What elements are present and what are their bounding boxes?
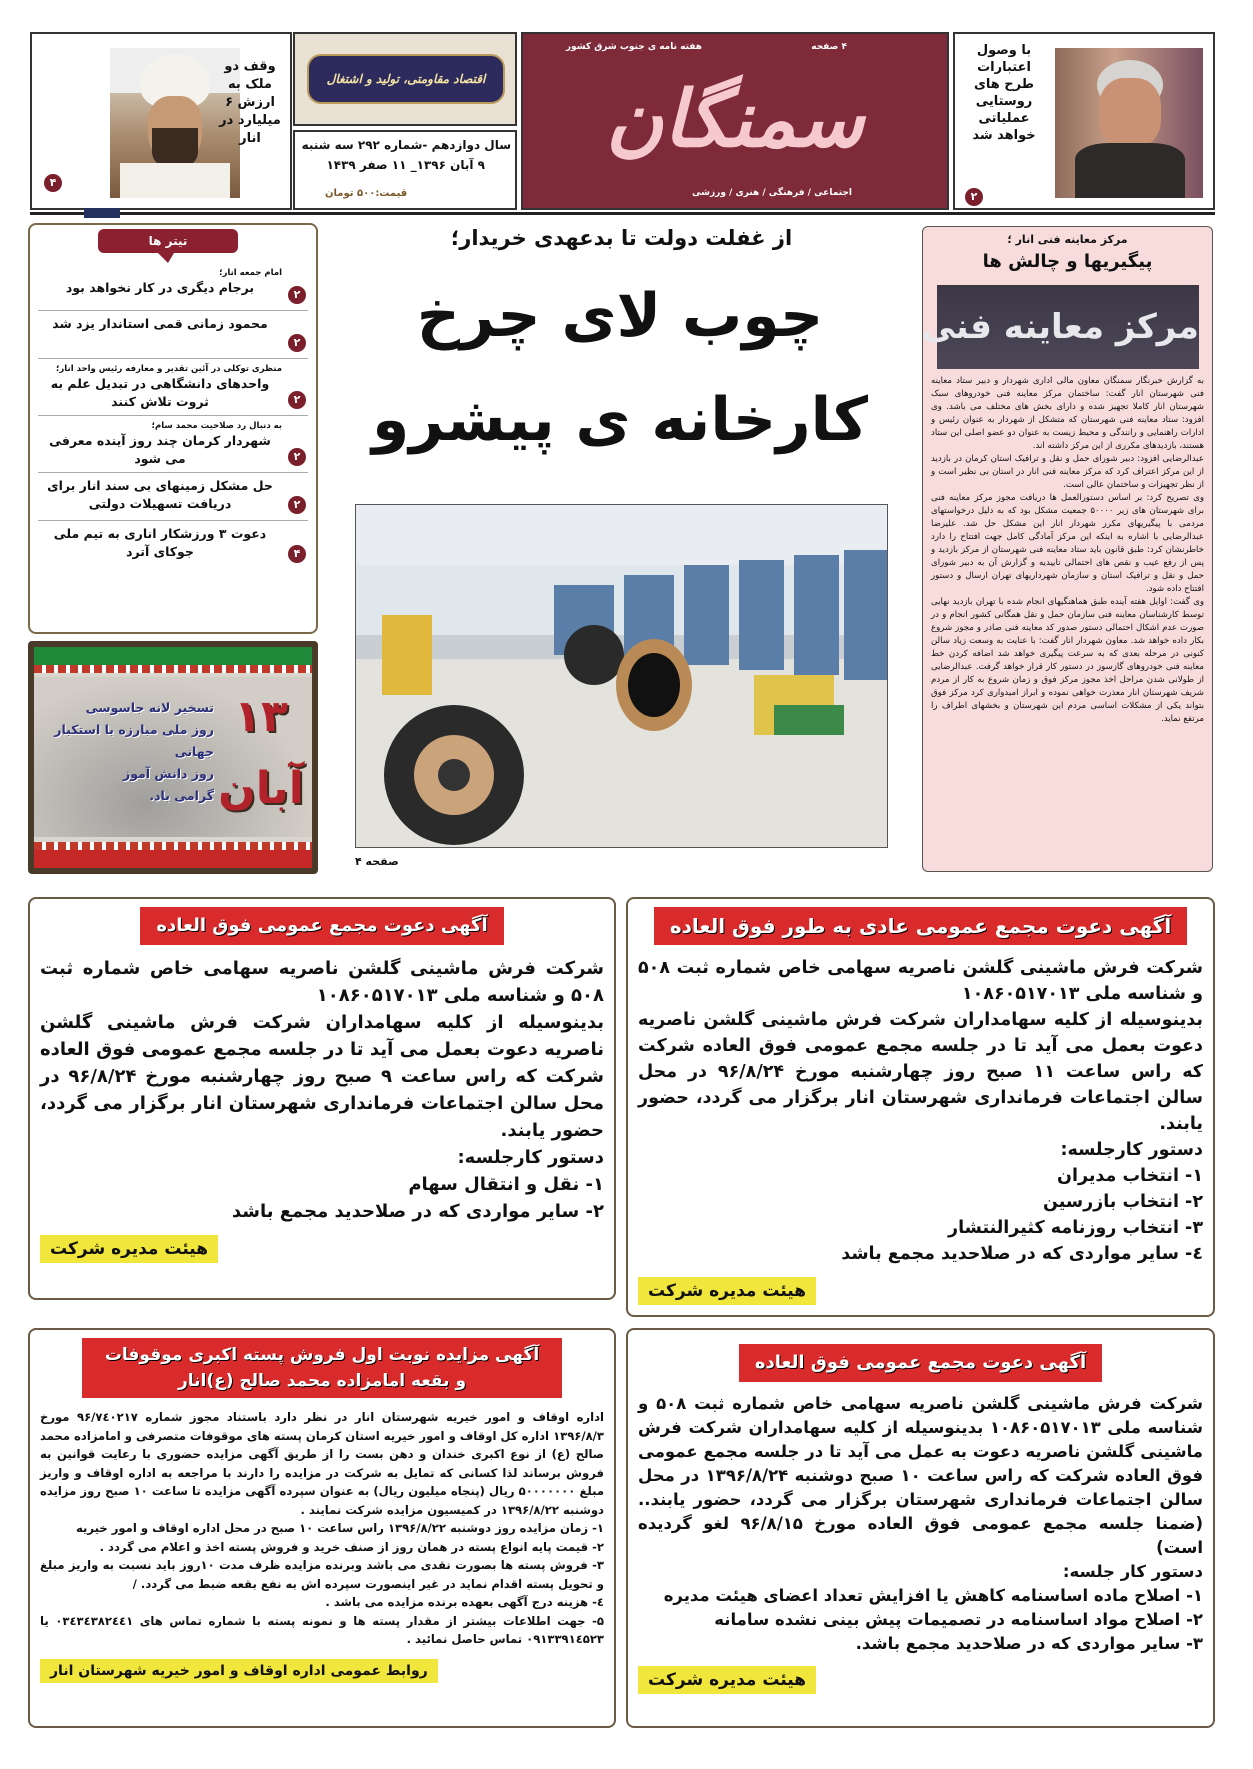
issue-info-box	[293, 130, 517, 210]
ad-line: ۳- فروش پسته ها بصورت نقدی می باشد وبرنده مزایده ظرف مدت ۱۰روز باید نسبت به واریز مبلغ و تحویل پسته اقدام نماید در غیر اینصورت سپرده اش به نفع بقعه ضبط می گردد. /	[40, 1558, 604, 1591]
ad-pistachio-auction	[28, 1328, 616, 1728]
lead-kicker: از غفلت دولت تا بدعهدی خریدار؛	[450, 226, 793, 250]
titles-header: تیتر ها	[98, 229, 238, 253]
headline-title: دعوت ۳ ورزشکار اناری به تیم ملی جوکای آترد	[53, 526, 267, 559]
ad-line: دستور کارجلسه:	[1060, 1140, 1203, 1160]
headline-item[interactable]	[38, 359, 308, 416]
inspection-kicker: مرکز معاینه فنی انار ؛	[1007, 233, 1128, 246]
page-badge: ۲	[288, 391, 306, 409]
headline-title: محمود زمانی قمی استاندار یزد شد	[52, 316, 268, 331]
headline-item[interactable]	[38, 311, 308, 359]
page-badge: ۲	[288, 286, 306, 304]
ad-line: شرکت فرش ماشینی گلشن ناصریه سهامی خاص شماره ثبت ۵۰۸ و شناسه ملی ۱۰۸۶۰۵۱۷۰۱۳	[40, 958, 604, 1006]
ad-title: آگهی مزایده نوبت اول فروش پسته اکبری موقوفات و بقعه امامزاده محمد صالح (ع)انار	[82, 1338, 562, 1398]
headline-item[interactable]	[38, 416, 308, 473]
headline-kicker: به دنبال رد صلاحیت محمد سام؛	[151, 421, 282, 431]
ad-line: ۲- اصلاح مواد اساسنامه در تصمیمات پیش بینی نشده سامانه	[714, 1610, 1203, 1629]
ad-line: شرکت فرش ماشینی گلشن ناصریه سهامی خاص شماره ثبت ۵۰۸ و شناسه ملی ۱۰۸۶۰۵۱۷۰۱۳ بدینوسیله از کلیه سهامداران شرکت فرش ماشینی گلشن ناصریه دعوت به عمل می آید تا در جلسه مجمع عمومی فوق العاده شرکت که راس ساعت ۱۰ صبح دوشنبه ۱۳۹۶/۸/۲۴ در محل سالن اجتماعات فرمانداری شهرستان برگزار می گردد، حضور یابند..(ضمنا جلسه مجمع عمومی فوق العاده مورخ ۹۶/۸/۱۵ لغو گردیده است)	[638, 1394, 1204, 1557]
economy-banner	[293, 32, 517, 126]
aban-big-title: ۱۳ آبان	[218, 691, 304, 814]
ad-line: ۱- انتخاب مدیران	[1057, 1166, 1203, 1186]
headline-title: شهردار کرمان چند روز آینده معرفی می شود	[49, 433, 271, 466]
aban-line: تسخیر لانه جاسوسی	[85, 700, 214, 715]
issue-price: قیمت:۵۰۰ تومان	[325, 188, 408, 199]
ad-title: آگهی دعوت مجمع عمومی فوق العاده	[140, 907, 503, 945]
teaser-right-text: با وصول اعتبارات طرح های روستایی عملیاتی خواهد شد	[972, 43, 1036, 143]
headline-item[interactable]	[38, 473, 308, 521]
ad-title: آگهی دعوت مجمع عمومی فوق العاده	[739, 1344, 1102, 1382]
factory-cable-photo	[355, 504, 888, 848]
ad-line: اداره اوقاف و امور خیریه شهرستان انار در نظر دارد باستناد مجوز شماره ۹۶/۷٤۰۲۱۷ مورخ ۱۳۹۶/۸/۳ اداره کل اوقاف و امور خیریه استان کرمان پسته های موقوفات متصرفی و امامزاده محمد صالح (ع) از نوع اکبری خندان و دهن بست را از طریق آگهی مزایده حضوری با رعایت قوانین به فروش برساند لذا کسانی که تمایل به شرکت در مزایده را دارند با مراجعه به اداره اوقاف و واریز مبلغ ۵۰۰۰۰۰۰۰ ریال (پنجاه میلیون ریال) به عنوان سپرده آگهی مزایده تا ساعت ۱۰ صبح روز مزایده دوشنبه ۱۳۹۶/۸/۲۲ در کمیسیون مزایده شرکت نمایند .	[40, 1410, 605, 1517]
masthead-divider	[30, 212, 1215, 215]
aban-banner	[28, 641, 318, 874]
ad-line: ۱- اصلاح ماده اساسنامه کاهش یا افزایش تعداد اعضای هیئت مدیره	[663, 1586, 1203, 1605]
ad-title: آگهی دعوت مجمع عمومی عادی به طور فوق العاده	[654, 907, 1187, 945]
page-badge: ۲	[288, 496, 306, 514]
page-badge: ۲	[965, 188, 983, 206]
ad-ordinary-meeting	[626, 897, 1215, 1317]
headline-title: واحدهای دانشگاهی در تبدیل علم به ثروت تلاش کنند	[50, 376, 270, 409]
ad-line: ۱- نقل و انتقال سهام	[408, 1174, 604, 1195]
lead-headline-1: چوب لای چرخ	[416, 281, 824, 351]
headline-title: برجام دیگری در کار نخواهد بود	[65, 280, 255, 295]
page-badge: ۴	[44, 174, 62, 192]
headline-kicker: منظری توکلی در آئین تقدیر و معارفه رئیس واحد انار؛	[56, 364, 282, 374]
masthead	[521, 32, 949, 210]
divider-accent	[84, 208, 120, 218]
headline-kicker: امام جمعه انار؛	[219, 268, 282, 278]
ad-line: ٤- سایر مواردی که در صلاحدید مجمع باشد	[841, 1244, 1203, 1264]
masthead-sections: اجتماعی / فرهنگی / هنری / ورزشی	[692, 188, 852, 198]
teaser-left-box[interactable]	[30, 32, 292, 210]
ad-line: ۲- سایر مواردی که در صلاحدید مجمع باشد	[231, 1201, 604, 1222]
ad-signature: روابط عمومی اداره اوقاف و امور خیریه شهرستان انار	[40, 1659, 438, 1683]
ad-line: شرکت فرش ماشینی گلشن ناصریه سهامی خاص شماره ثبت ۵۰۸ و شناسه ملی ۱۰۸۶۰۵۱۷۰۱۳	[638, 958, 1203, 1004]
ad-extraordinary-meeting-2	[626, 1328, 1215, 1728]
masthead-pages: ۴ صفحه	[811, 42, 847, 52]
masthead-tagline: هفته نامه ی جنوب شرق کشور	[565, 42, 702, 52]
ad-line: ۳- سایر مواردی که در صلاحدید مجمع باشد.	[855, 1634, 1203, 1653]
teaser-left-text: وقف دو ملک به ارزش ۶ میلیارد در انار	[219, 59, 281, 146]
ad-line: ٤- هزینه درج آگهی بعهده برنده مزایده می باشد .	[325, 1595, 604, 1609]
ad-line: ۲- قیمت پایه انواع پسته در همان روز از صنف خرید و فروش پسته اخذ و اعلام می گردد .	[99, 1539, 604, 1554]
aban-line: گرامی باد.	[149, 788, 214, 803]
banner-plaque: اقتصاد مقاومتی، تولید و اشتغال	[307, 54, 505, 104]
ad-signature: هیئت مدیره شرکت	[638, 1277, 816, 1305]
masthead-title: سمنگان	[605, 74, 865, 165]
ad-extraordinary-meeting-1	[28, 897, 616, 1300]
headline-item[interactable]	[38, 521, 308, 569]
ad-line: ۵- جهت اطلاعات بیشتر از مقدار پسته ها و نمونه پسته با شماره تماس های ۰۳٤۳٤۳۸۲٤٤۱ یا ۰۹۱۳۳۹۱٤۵۲۳ تماس حاصل نمائید .	[40, 1613, 604, 1646]
ad-line: ۱- زمان مزایده روز دوشنبه ۱۳۹۶/۸/۲۲ راس ساعت ۱۰ صبح در محل اداره اوقاف و امور خیریه	[75, 1521, 604, 1535]
titles-header-pointer	[158, 253, 174, 263]
ad-line: ۲- انتخاب بازرسین	[1042, 1192, 1203, 1212]
aban-line: روز دانش آموز	[123, 766, 214, 781]
ad-line: بدینوسیله از کلیه سهامداران شرکت فرش ماشینی گلشن ناصریه دعوت بعمل می آید تا در جلسه مجمع عمومی فوق العاده شرکت که راس ساعت ۱۱ صبح روز چهارشنبه مورخ ۹۶/۸/۲۴ در محل سالن اجتماعات فرمانداری شهرستان انار برگزار می گردد، حضور یابند.	[638, 1010, 1203, 1134]
ad-line: ۳- انتخاب روزنامه کثیرالنتشار	[948, 1218, 1203, 1238]
article-paragraph: وی گفت: اوایل هفته آینده طبق هماهنگیهای انجام شده با تهران بازدید نهایی توسط کارشناسان معاینه فنی سازمان حمل و نقل همگانی کشور انجام و در صورت عدم اشکال احتمالی دستور صدور کد معاینه فنی صادر و مجوز شروع بکار داده خواهد شد. معاون شهردار انار گفت: با عنایت به وسعت زیاد سالن کنونی در مرحله بعدی که به سرعت پیگیری خواهد شد اضافه کردن خط معاینه فنی خودروهای گازسوز در دستور کار قرار خواهد گرفت. عبدالرضایی از طولانی شدن مراحل اخذ مجوز مرکز فوق و زمان شروع به کار از مردم شریف شهرستان انار معذرت خواهی نموده و ابراز امیدواری کرد مرکز فوق بتواند یکی از مشکلات اساسی مردم این شهرستان و بخشهای اطراف را مرتفع نماید.	[931, 597, 1204, 724]
official-portrait-photo	[1055, 48, 1203, 198]
article-paragraph: عبدالرضایی افزود: دبیر شورای حمل و نقل و ترافیک استان کرمان در بازدید از این مرکز اعتراف کرد که مرکز معاینه فنی انار در استان بی نظیر است و از نظر تجهیزات و ساختمان عالی است.	[931, 454, 1204, 490]
issue-line-1: سال دوازدهم -شماره ۲۹۲ سه شنبه	[301, 138, 511, 152]
ad-line: دستور کارجلسه:	[457, 1147, 604, 1168]
article-paragraph: وی تصریح کرد: بر اساس دستورالعمل ها دریافت مجوز مرکز معاینه فنی برای شهرستان های زیر ۵۰۰۰۰ جمعیت مشکل بود که به دلیل درخواستهای مردمی با پیگیریهای مکرر شهردار انار این مشکل حل شد. علیرضا عبدالرضایی با اشاره به اینکه این مرکز آمادگی کامل جهت افتتاح را دارد خاطرنشان کرد: طبق قانون باید ستاد معاینه فنی شهرستان از مرکز بازدید و پس از رفع عیب و نقص های احتمالی تاییدیه و گزارش آن به دبیر شورای حمل و نقل و ترافیک استان و سازمان شهرداریهای تهران ارسال و دستور افتتاح داده شود.	[931, 493, 1204, 594]
page-badge: ۴	[288, 545, 306, 563]
inspection-title: پیگیریها و چالش ها	[982, 251, 1153, 272]
ad-signature: هیئت مدیره شرکت	[638, 1666, 816, 1694]
headline-item[interactable]	[38, 263, 308, 311]
ad-line: دستور کار جلسه:	[1062, 1562, 1203, 1581]
ad-signature: هیئت مدیره شرکت	[40, 1235, 218, 1263]
titles-box	[28, 223, 318, 634]
lead-caption: صفحه ۴	[355, 855, 399, 868]
page-badge: ۲	[288, 448, 306, 466]
lead-headline-2: کارخانه ی پیشرو	[371, 385, 869, 455]
headline-title: حل مشکل زمینهای بی سند انار برای دریافت تسهیلات دولتی	[47, 478, 273, 511]
inspection-story	[922, 226, 1213, 872]
teaser-right-box[interactable]	[953, 32, 1215, 210]
aban-line: روز ملی مبارزه با استکبار جهانی	[54, 722, 214, 759]
inspection-sign-photo: مرکز معاینه فنی	[937, 285, 1199, 369]
ad-line: بدینوسیله از کلیه سهامداران شرکت فرش ماشینی گلشن ناصریه دعوت بعمل می آید تا در جلسه مجمع عمومی فوق العاده شرکت که راس ساعت ۹ صبح روز چهارشنبه مورخ ۹۶/۸/۲۴ در محل سالن اجتماعات فرمانداری شهرستان انار برگزار می گردد، حضور یابند.	[40, 1012, 605, 1141]
article-paragraph: به گزارش خبرنگار سمنگان معاون مالی اداری شهردار و دبیر ستاد معاینه فنی شهرستان انار گفت: ساختمان مرکز معاینه فنی خودروهای سبک شهرستان انار کاملا تجهیز شده و دارای بخش های مختلف می باشد. وی افزود: ستاد معاینه فنی شهرستان که متشکل از شهردار به عنوان رئیس و ادارات راهنمایی و رانندگی و محیط زیست به عنوان دو عضو اصلی این ستاد هستند، بازدیدهای مکرری از این مرکز داشته اند.	[931, 376, 1204, 451]
page-badge: ۲	[288, 334, 306, 352]
issue-date: ۹ آبان ۱۳۹۶_ ۱۱ صفر ۱۴۳۹	[326, 158, 485, 172]
